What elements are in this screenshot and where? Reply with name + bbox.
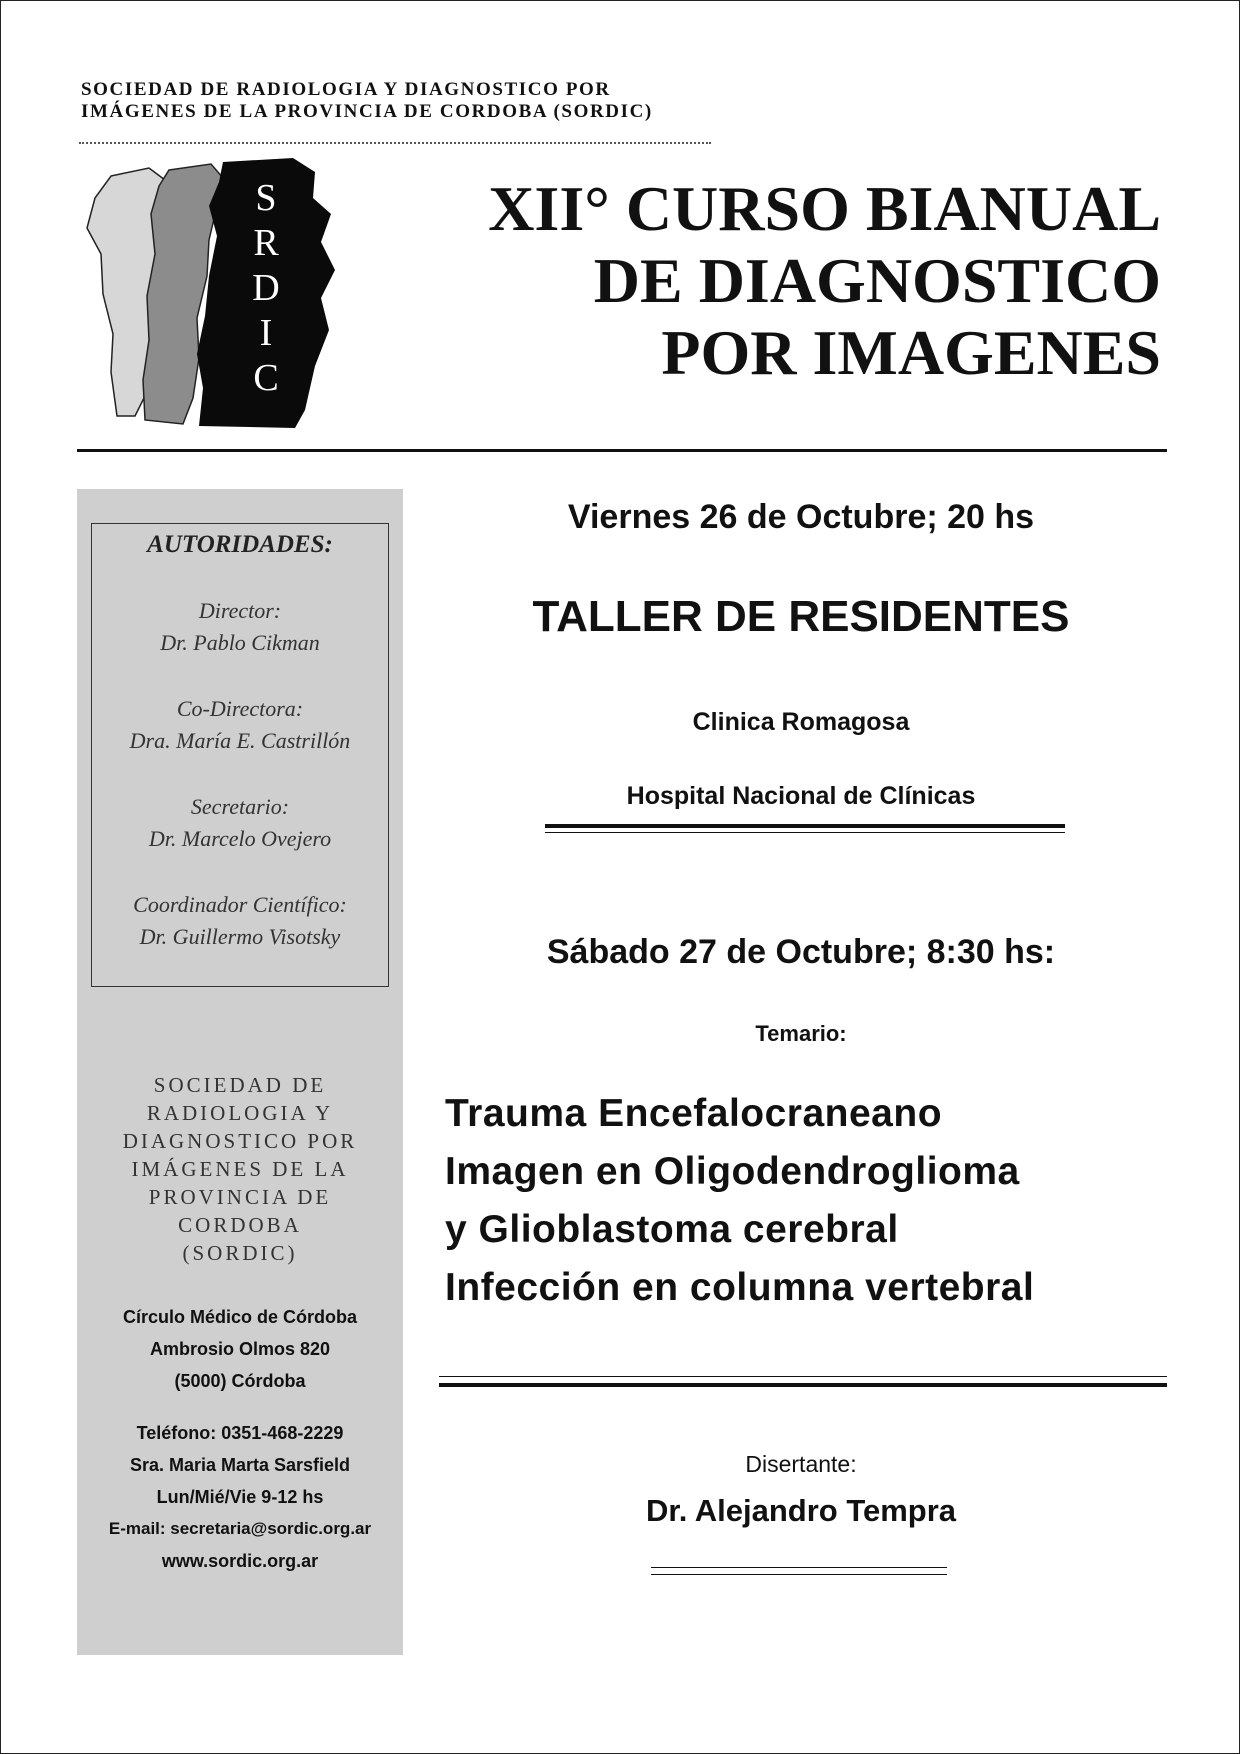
organization-header [81,79,721,123]
friday-date: Viernes 26 de Octubre; 20 hs [567,498,1035,536]
authorities-heading: AUTORIDADES: [147,531,333,558]
speaker-divider-top [651,1567,947,1568]
contact-website: www.sordic.org.ar [161,1551,319,1571]
logo-letter-d: D [252,267,280,309]
sidebar-org-line: PROVINCIA DE [148,1185,332,1209]
speaker-label: Disertante: [745,1451,857,1477]
sidebar-org-line: IMÁGENES DE LA [131,1157,349,1181]
main-title-line-2: DE DIAGNOSTICO [593,245,1161,316]
organization-header-line-2: IMÁGENES DE LA PROVINCIA DE CORDOBA (SORDIC) [81,101,653,122]
director-name: Dr. Pablo Cikman [160,630,320,655]
director-role: Director: [198,598,282,623]
organization-header-line-1: SOCIEDAD DE RADIOLOGIA Y DIAGNOSTICO POR [81,79,611,100]
friday-divider-thick [545,824,1065,828]
contact-city: (5000) Córdoba [174,1371,306,1391]
sidebar-org-line: CORDOBA [178,1213,302,1237]
logo-letter-i: I [259,312,273,354]
contact-email: E-mail: secretaria@sordic.org.ar [108,1519,372,1538]
topics-divider-thick [439,1383,1167,1387]
temario-label: Temario: [755,1021,847,1046]
coordinator-name: Dr. Guillermo Visotsky [139,924,341,949]
sidebar-org-line: SOCIEDAD DE [153,1073,327,1097]
contact-phone: Teléfono: 0351-468-2229 [136,1423,344,1443]
speaker-name: Dr. Alejandro Tempra [645,1493,957,1528]
logo-lettering [241,176,291,401]
logo-letter-r: R [253,222,279,264]
friday-venue-1: Clinica Romagosa [692,708,910,736]
header-divider [77,449,1167,452]
logo-letter-s: S [255,177,277,219]
friday-divider-thin [545,832,1065,833]
sidebar-organization-name [77,1071,403,1267]
main-title-line-3: POR IMAGENES [661,317,1161,388]
secretary-name: Dr. Marcelo Ovejero [148,826,332,851]
header-dotted-divider [79,142,711,144]
codirector-role: Co-Directora: [176,696,304,721]
topics-divider-thin [439,1376,1167,1377]
coordinator-role: Coordinador Científico: [133,892,347,917]
friday-venue-2: Hospital Nacional de Clínicas [626,782,976,810]
friday-event-title: TALLER DE RESIDENTES [532,592,1070,641]
sordic-logo [83,158,363,428]
topic-item: Infección en columna vertebral [445,1266,1035,1309]
saturday-date: Sábado 27 de Octubre; 8:30 hs: [546,933,1056,971]
main-title [361,173,1161,389]
secretary-role: Secretario: [190,794,290,819]
topic-item: y Glioblastoma cerebral [445,1208,899,1251]
contact-place: Círculo Médico de Córdoba [122,1307,358,1327]
sidebar-org-line: (SORDIC) [182,1241,298,1265]
contact-person: Sra. Maria Marta Sarsfield [129,1455,351,1475]
logo-letter-c: C [253,357,279,399]
speaker-divider-bottom [651,1574,947,1575]
topic-item: Trauma Encefalocraneano [445,1092,943,1135]
codirector-name: Dra. María E. Castrillón [129,728,351,753]
sidebar-org-line: RADIOLOGIA Y [146,1101,334,1125]
contact-address: Ambrosio Olmos 820 [149,1339,331,1359]
sidebar-org-line: DIAGNOSTICO POR [122,1129,358,1153]
topic-item: Imagen en Oligodendroglioma [445,1150,1020,1193]
contact-hours: Lun/Mié/Vie 9-12 hs [156,1487,324,1507]
main-title-line-1: XII° CURSO BIANUAL [488,173,1161,244]
